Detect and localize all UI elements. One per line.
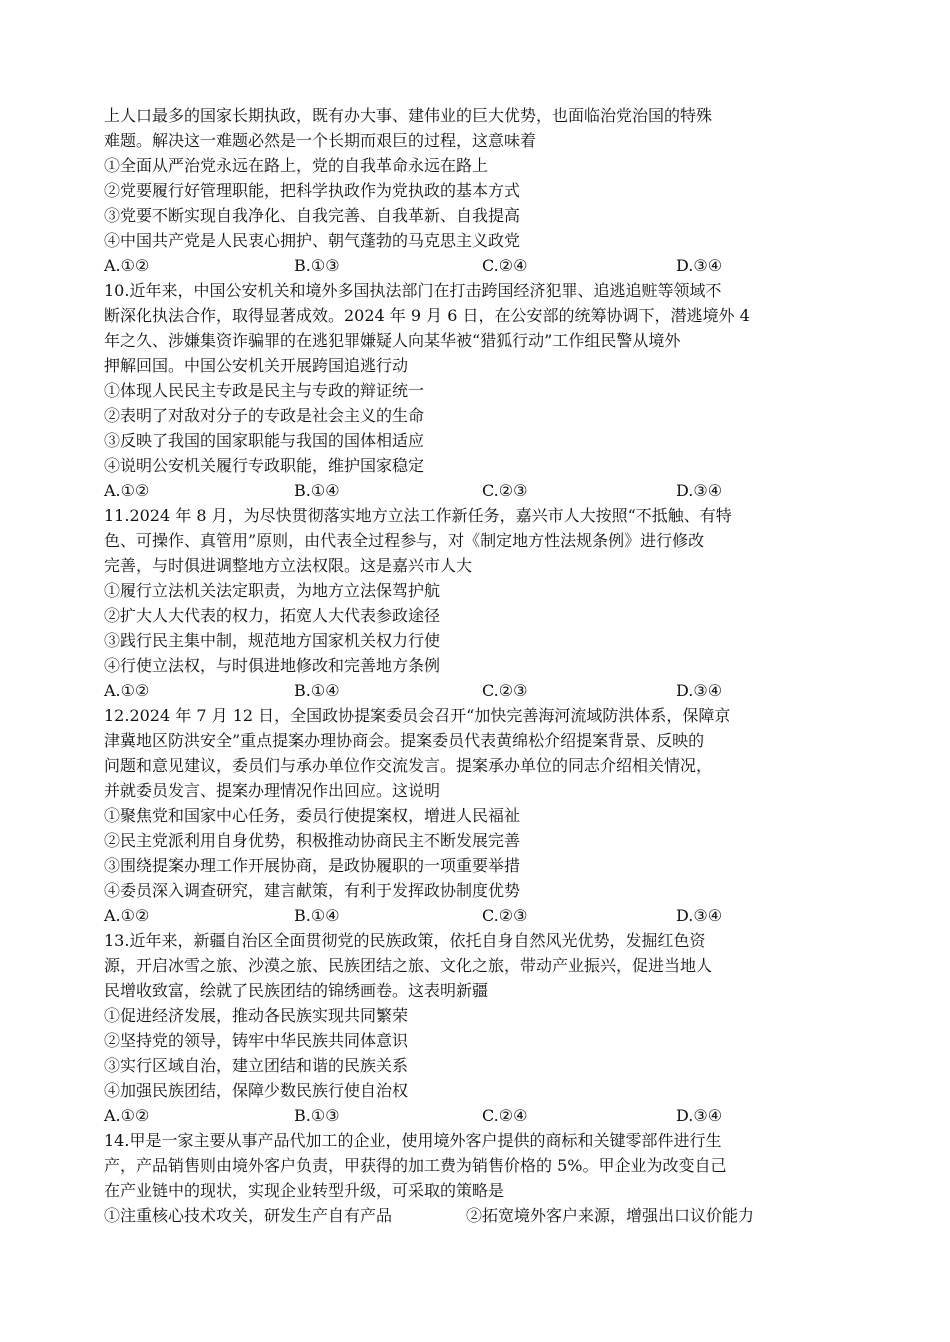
q13-stem-line-3: 民增收致富，绘就了民族团结的锦绣画卷。这表明新疆 xyxy=(104,981,489,1000)
q13-option-3: ③实行区域自治，建立团结和谐的民族关系 xyxy=(104,1056,409,1075)
q10-option-2: ②表明了对敌对分子的专政是社会主义的生命 xyxy=(104,406,425,425)
q12-option-1: ①聚焦党和国家中心任务，委员行使提案权，增进人民福祉 xyxy=(104,806,521,825)
q12-choices xyxy=(104,903,844,928)
q11-stem-line-2: 色、可操作、真管用”原则，由代表全过程参与，对《制定地方性法规条例》进行修改 xyxy=(104,531,705,550)
choice-d: D.③④ xyxy=(676,256,723,275)
choice-d: D.③④ xyxy=(676,906,723,925)
q9-stem-line-2: 难题。解决这一难题必然是一个长期而艰巨的过程，这意味着 xyxy=(104,131,537,150)
choice-d: D.③④ xyxy=(676,481,723,500)
choice-a: A.①② xyxy=(104,906,150,925)
choice-c: C.②③ xyxy=(482,906,528,925)
q11-stem-line-1: 11.2024 年 8 月，为尽快贯彻落实地方立法工作新任务，嘉兴市人大按照“不抵触、有特 xyxy=(104,506,732,525)
q9-option-3: ③党要不断实现自我净化、自我完善、自我革新、自我提高 xyxy=(104,206,521,225)
q14-stem-line-3: 在产业链中的现状，实现企业转型升级，可采取的策略是 xyxy=(104,1181,505,1200)
choice-b: B.①④ xyxy=(294,906,340,925)
choice-a: A.①② xyxy=(104,1106,150,1125)
choice-c: C.②③ xyxy=(482,681,528,700)
q12-stem-line-1: 12.2024 年 7 月 12 日，全国政协提案委员会召开“加快完善海河流域防洪体系，保障京 xyxy=(104,706,731,725)
choice-b: B.①④ xyxy=(294,481,340,500)
q12-option-4: ④委员深入调查研究，建言献策，有利于发挥政协制度优势 xyxy=(104,881,521,900)
q12-stem-line-4: 并就委员发言、提案办理情况作出回应。这说明 xyxy=(104,781,441,800)
q13-stem-line-1: 13.近年来，新疆自治区全面贯彻党的民族政策，依托自身自然风光优势，发掘红色资 xyxy=(104,931,706,950)
choice-d: D.③④ xyxy=(676,1106,723,1125)
q10-stem-line-1: 10.近年来，中国公安机关和境外多国执法部门在打击跨国经济犯罪、追逃追赃等领域不 xyxy=(104,281,722,300)
q9-option-2: ②党要履行好管理职能，把科学执政作为党执政的基本方式 xyxy=(104,181,521,200)
choice-b: B.①③ xyxy=(294,256,340,275)
choice-c: C.②④ xyxy=(482,256,528,275)
q10-choices xyxy=(104,478,844,503)
choice-b: B.①③ xyxy=(294,1106,340,1125)
choice-a: A.①② xyxy=(104,481,150,500)
choice-d: D.③④ xyxy=(676,681,723,700)
q13-stem-line-2: 源，开启冰雪之旅、沙漠之旅、民族团结之旅、文化之旅，带动产业振兴，促进当地人 xyxy=(104,956,713,975)
choice-a: A.①② xyxy=(104,681,150,700)
choice-b: B.①④ xyxy=(294,681,340,700)
q10-option-3: ③反映了我国的国家职能与我国的国体相适应 xyxy=(104,431,425,450)
q14-option-2: ②拓宽境外客户来源，增强出口议价能力 xyxy=(466,1206,755,1225)
q10-stem-line-3: 年之久、涉嫌集资诈骗罪的在逃犯罪嫌疑人向某华被“猎狐行动”工作组民警从境外 xyxy=(104,331,681,350)
q10-option-4: ④说明公安机关履行专政职能，维护国家稳定 xyxy=(104,456,425,475)
q10-option-1: ①体现人民民主专政是民主与专政的辩证统一 xyxy=(104,381,425,400)
choice-c: C.②③ xyxy=(482,481,528,500)
q9-choices xyxy=(104,253,844,278)
q12-stem-line-2: 津冀地区防洪安全”重点提案办理协商会。提案委员代表黄绵松介绍提案背景、反映的 xyxy=(104,731,705,750)
q11-option-2: ②扩大人大代表的权力，拓宽人大代表参政途径 xyxy=(104,606,441,625)
q12-stem-line-3: 问题和意见建议，委员们与承办单位作交流发言。提案承办单位的同志介绍相关情况， xyxy=(104,756,713,775)
q11-option-4: ④行使立法权，与时俱进地修改和完善地方条例 xyxy=(104,656,441,675)
choice-a: A.①② xyxy=(104,256,150,275)
q14-option-1: ①注重核心技术攻关，研发生产自有产品 xyxy=(104,1206,393,1225)
q11-choices xyxy=(104,678,844,703)
q9-option-4: ④中国共产党是人民衷心拥护、朝气蓬勃的马克思主义政党 xyxy=(104,231,521,250)
q13-option-1: ①促进经济发展，推动各民族实现共同繁荣 xyxy=(104,1006,409,1025)
q11-stem-line-3: 完善，与时俱进调整地方立法权限。这是嘉兴市人大 xyxy=(104,556,473,575)
q14-stem-line-1: 14.甲是一家主要从事产品代加工的企业，使用境外客户提供的商标和关键零部件进行生 xyxy=(104,1131,722,1150)
q13-option-2: ②坚持党的领导，铸牢中华民族共同体意识 xyxy=(104,1031,409,1050)
q11-option-1: ①履行立法机关法定职责，为地方立法保驾护航 xyxy=(104,581,441,600)
choice-c: C.②④ xyxy=(482,1106,528,1125)
q13-choices xyxy=(104,1103,844,1128)
q9-stem-line-1: 上人口最多的国家长期执政，既有办大事、建伟业的巨大优势，也面临治党治国的特殊 xyxy=(104,106,713,125)
q14-stem-line-2: 产，产品销售则由境外客户负责，甲获得的加工费为销售价格的 5%。甲企业为改变自己 xyxy=(104,1156,727,1175)
q14-options-row xyxy=(104,1203,844,1228)
q9-option-1: ①全面从严治党永远在路上，党的自我革命永远在路上 xyxy=(104,156,489,175)
q11-option-3: ③践行民主集中制，规范地方国家机关权力行使 xyxy=(104,631,441,650)
q12-option-3: ③围绕提案办理工作开展协商，是政协履职的一项重要举措 xyxy=(104,856,521,875)
q13-option-4: ④加强民族团结，保障少数民族行使自治权 xyxy=(104,1081,409,1100)
q10-stem-line-2: 断深化执法合作，取得显著成效。2024 年 9 月 6 日，在公安部的统筹协调下，潜逃境外 4 xyxy=(104,306,750,325)
q10-stem-line-4: 押解回国。中国公安机关开展跨国追逃行动 xyxy=(104,356,409,375)
q12-option-2: ②民主党派利用自身优势，积极推动协商民主不断发展完善 xyxy=(104,831,521,850)
